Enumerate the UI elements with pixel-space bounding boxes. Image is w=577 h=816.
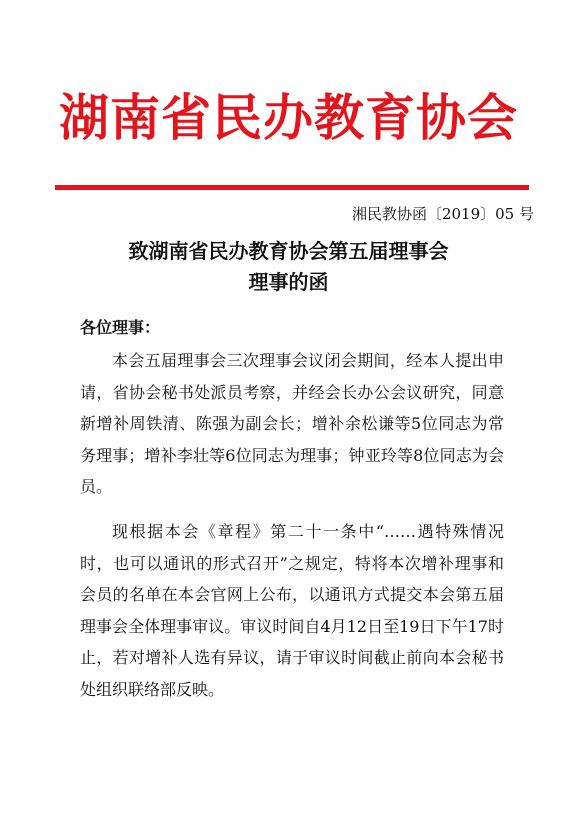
document-title-line-1: 致湖南省民办教育协会第五届理事会 — [128, 239, 449, 263]
body-paragraph-2: 现根据本会《章程》第二十一条中“……遇特殊情况时，也可以通讯的形式召开”之规定，特将本次增补理事和会员的名单在本会官网上公布，以通讯方式提交本会第五届理事会全体理事审议。审议时间自4月12日至19日下午17时止，若对增补人选有异议，请于审议时间截止前向本会秘书处组织联络部反映。 — [80, 522, 504, 699]
letterhead-red-rule — [55, 185, 529, 190]
salutation: 各位理事： — [80, 318, 161, 337]
document-title-line-2: 理事的函 — [248, 270, 329, 294]
document-number: 湘民教协函〔2019〕05 号 — [351, 205, 534, 223]
body-paragraph-1: 本会五届理事会三次理事会议闭会期间，经本人提出申请，省协会秘书处派员考察，并经会长办公会议研究，同意新增补周铁清、陈强为副会长；增补余松谦等5位同志为常务理事；增补李壮等6位同志为理事；钟亚玲等8位同志为会员。 — [80, 351, 504, 496]
letterhead-title: 湖南省民办教育协会 — [59, 89, 518, 147]
